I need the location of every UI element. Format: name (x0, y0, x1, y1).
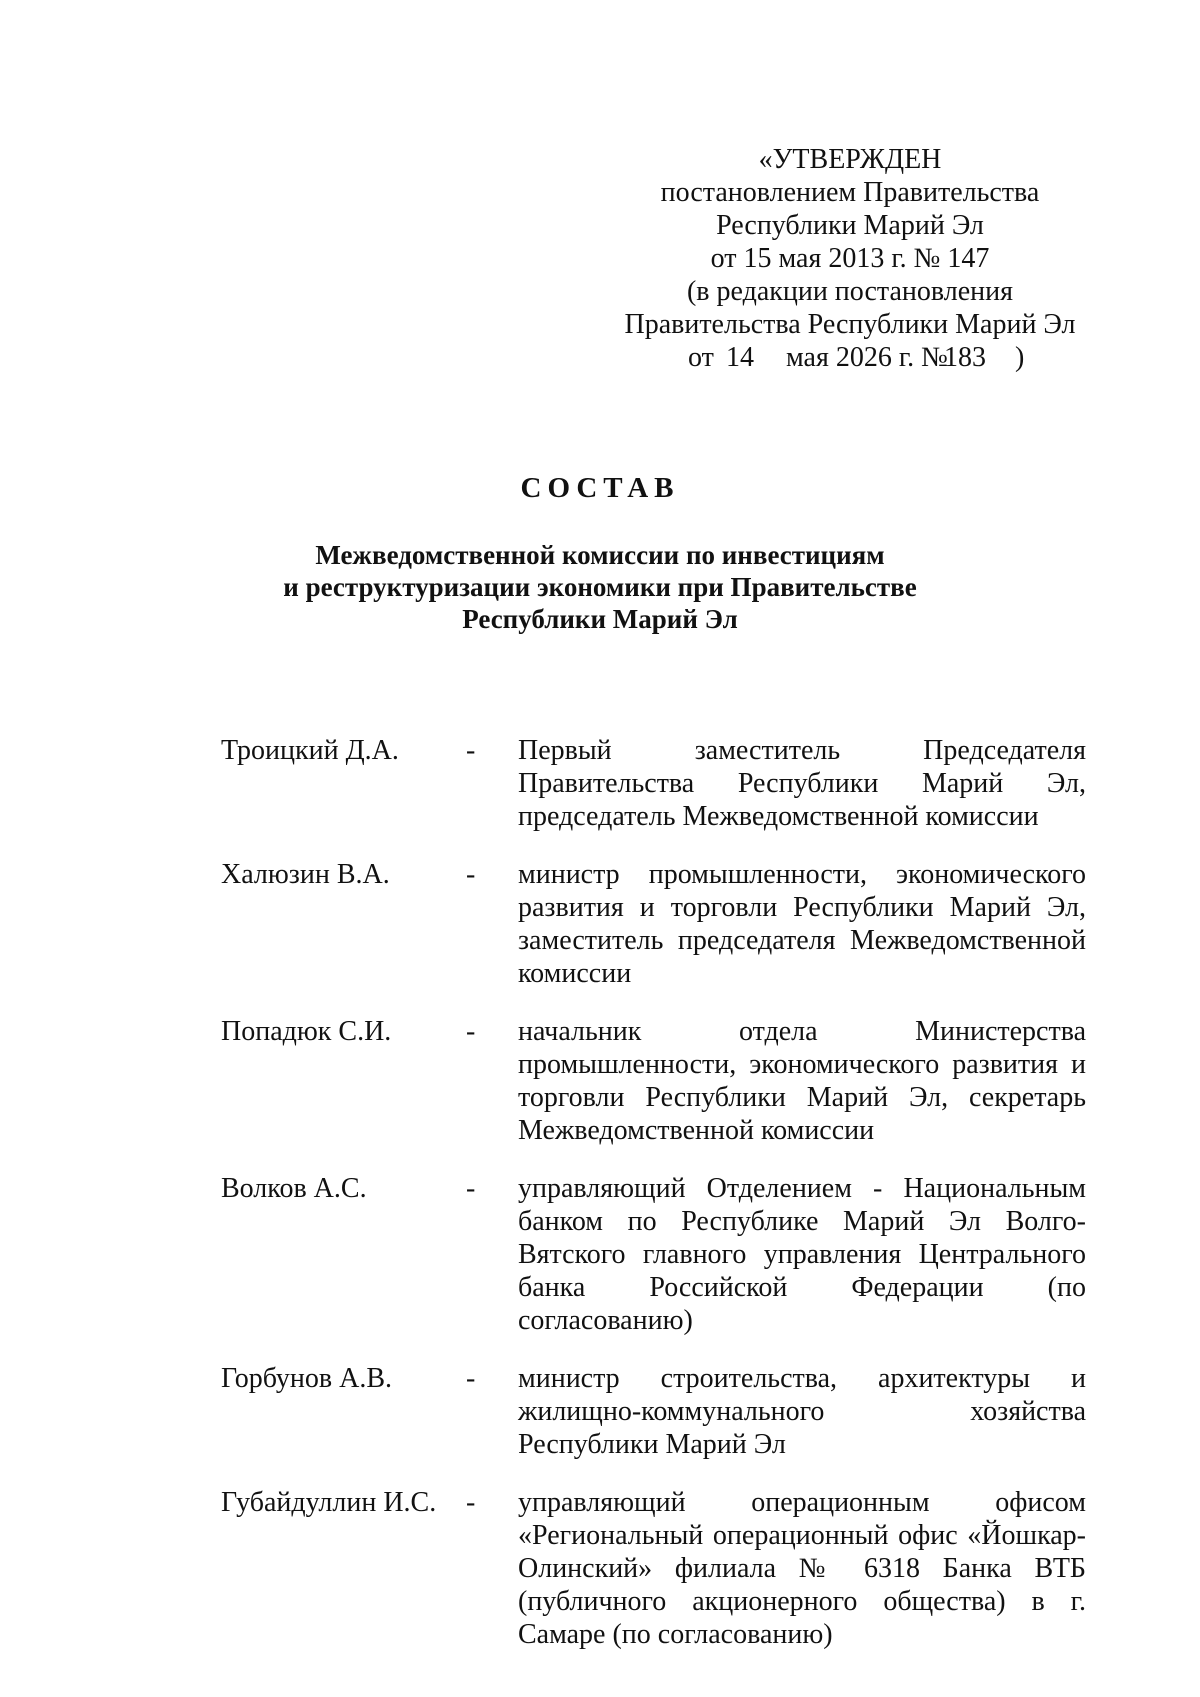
member-dash: - (466, 1173, 476, 1204)
subtitle-line-3: Республики Марий Эл (462, 604, 738, 634)
member-name: Халюзин В.А. (221, 859, 390, 890)
approval-line-date: от 15 мая 2013 г. № 147 (710, 243, 990, 274)
approval-line-resolution: постановлением Правительства (660, 177, 1040, 208)
member-dash: - (466, 1487, 476, 1518)
member-dash: - (466, 735, 476, 766)
amendment-date-row (650, 341, 1050, 374)
approval-line-government: Правительства Республики Марий Эл (624, 309, 1076, 340)
members-list (221, 734, 1087, 1676)
member-description: управляющий Отделением - Национальным банком по Республике Марий Эл Волго-Вятского главного управления Центрального банка Российской Федерации (по согласованию) (518, 1173, 1086, 1336)
member-row (221, 1486, 1087, 1651)
member-row (221, 858, 1087, 990)
member-name: Губайдуллин И.С. (221, 1487, 437, 1518)
amendment-month-year: мая 2026 г. № (786, 342, 948, 373)
amendment-prefix: от (688, 342, 714, 373)
amendment-number: 183 (944, 342, 986, 373)
member-name: Волков А.С. (221, 1173, 367, 1204)
member-row (221, 1362, 1087, 1461)
member-description: Первый заместитель Председателя Правительства Республики Марий Эл, председатель Межведомственной комиссии (518, 735, 1086, 832)
member-name: Попадюк С.И. (221, 1016, 392, 1047)
approval-line-amendment-date (600, 341, 1100, 374)
document-title: СОСТАВ (520, 472, 680, 504)
member-row (221, 1015, 1087, 1147)
amendment-suffix: ) (1015, 342, 1025, 373)
approval-line-edition: (в редакции постановления (686, 276, 1014, 307)
member-description: управляющий операционным офисом «Региональный операционный офис «Йошкар-Олинский» филиала № 6318 Банка ВТБ (публичного акционерного общества) в г. Самаре (по согласованию) (518, 1487, 1086, 1650)
member-dash: - (466, 1016, 476, 1047)
member-name: Троицкий Д.А. (221, 735, 399, 766)
member-name: Горбунов А.В. (221, 1363, 393, 1394)
document-subtitle (0, 539, 1200, 635)
member-dash: - (466, 1363, 476, 1394)
approval-line-republic: Республики Марий Эл (716, 210, 984, 241)
approval-line-approved: «УТВЕРЖДЕН (758, 144, 942, 175)
amendment-day: 14 (726, 342, 754, 373)
subtitle-line-2: и реструктуризации экономики при Правительстве (283, 572, 917, 602)
approval-stamp (600, 143, 1100, 374)
member-description: министр строительства, архитектуры и жилищно-коммунального хозяйства Республики Марий Эл (518, 1363, 1086, 1460)
member-dash: - (466, 859, 476, 890)
member-row (221, 1172, 1087, 1337)
member-description: министр промышленности, экономического развития и торговли Республики Марий Эл, заместитель председателя Межведомственной комиссии (518, 859, 1086, 989)
member-description: начальник отдела Министерства промышленности, экономического развития и торговли Республики Марий Эл, секретарь Межведомственной комиссии (518, 1016, 1086, 1146)
member-row (221, 734, 1087, 833)
subtitle-line-1: Межведомственной комиссии по инвестициям (315, 540, 885, 570)
